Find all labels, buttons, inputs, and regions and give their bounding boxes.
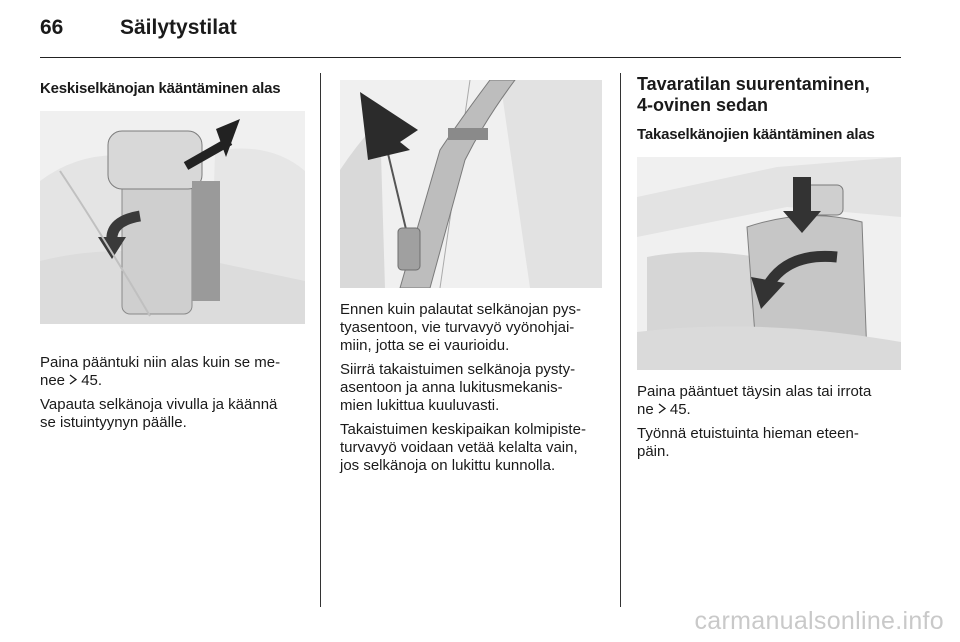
seat-belt-drawing [340, 80, 602, 288]
center-backrest-drawing [40, 111, 305, 324]
text-line: nee [40, 372, 66, 389]
section-heading-center-backrest: Keskiselkänojan kääntäminen alas [40, 80, 281, 97]
column-1 [40, 80, 305, 432]
paragraph-lock-backrest [340, 361, 606, 415]
cross-reference-arrow-icon [69, 372, 77, 390]
paragraph-push-headrests [637, 383, 903, 419]
illustration-center-backrest-fold [40, 111, 305, 324]
text-line: asentoon ja anna lukitusmekanis- [340, 379, 563, 396]
illustration-rear-backrest-fold [637, 157, 901, 370]
paragraph-belt-guide-warning [340, 301, 606, 355]
paragraph-push-headrest [40, 354, 305, 390]
text-line: mien lukittua kuuluvasti. [340, 397, 500, 414]
page-number: 66 [40, 16, 64, 39]
heading-line: 4-ovinen sedan [637, 95, 769, 115]
column-3 [637, 74, 903, 461]
text-line: Takaistuimen keskipaikan kolmipiste- [340, 421, 586, 438]
page-reference-link[interactable]: 45. [81, 372, 103, 389]
text-line: se istuintyynyn päälle. [40, 414, 187, 431]
column-divider-1 [320, 73, 321, 607]
watermark: carmanualsonline.info [694, 607, 944, 635]
text-line: Työnnä etuistuinta hieman eteen- [637, 425, 859, 442]
section-heading-enlarge-luggage [637, 74, 903, 116]
text-line: Siirrä takaistuimen selkänoja pysty- [340, 361, 576, 378]
text-line: turvavyö voidaan vetää kelalta vain, [340, 439, 578, 456]
header-rule [40, 57, 901, 58]
text-line: jos selkänoja on lukittu kunnolla. [340, 457, 556, 474]
paragraph-center-belt [340, 421, 606, 475]
page-reference-link[interactable]: 45. [669, 401, 691, 418]
text-line: Paina pääntuki niin alas kuin se me- [40, 354, 281, 371]
text-line: Ennen kuin palautat selkänojan pys- [340, 301, 581, 318]
text-line: päin. [637, 443, 670, 460]
page-title: Säilytystilat [120, 16, 237, 39]
text-line: Paina pääntuet täysin alas tai irrota [637, 383, 872, 400]
illustration-seat-belt-guide [340, 80, 602, 288]
text-line: tyasentoon, vie turvavyö vyönohjai- [340, 319, 575, 336]
text-line: miin, jotta se ei vaurioidu. [340, 337, 510, 354]
text-line: ne [637, 401, 654, 418]
column-2 [340, 80, 606, 475]
paragraph-release-backrest [40, 396, 305, 432]
column-divider-2 [620, 73, 621, 607]
cross-reference-arrow-icon [658, 401, 666, 419]
paragraph-move-front-seat [637, 425, 903, 461]
heading-line: Tavaratilan suurentaminen, [637, 74, 870, 94]
rear-backrest-drawing [637, 157, 901, 370]
text-line: Vapauta selkänoja vivulla ja käännä [40, 396, 278, 413]
subheading-fold-rear-backrests: Takaselkänojien kääntäminen alas [637, 126, 875, 143]
